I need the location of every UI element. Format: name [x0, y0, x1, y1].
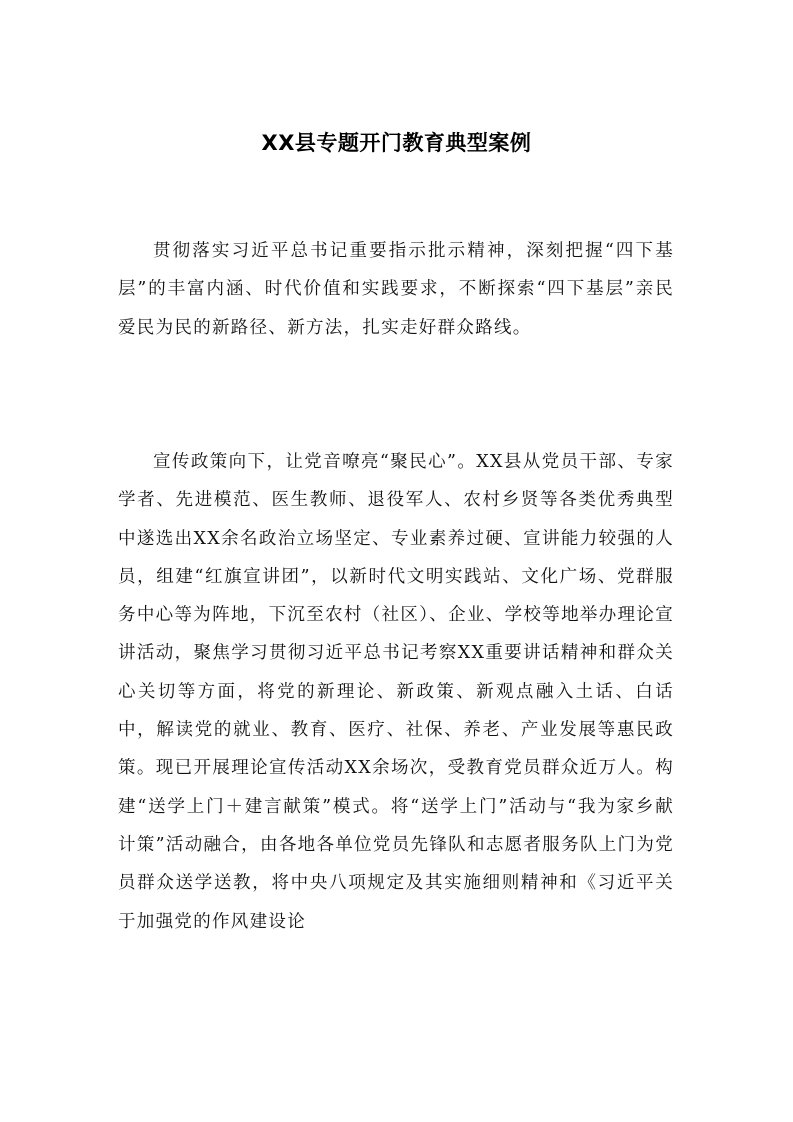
document-title: XX县专题开门教育典型案例: [261, 131, 532, 155]
paragraph-intro: 贯彻落实习近平总书记重要指示批示精神，深刻把握“四下基层”的丰富内涵、时代价值和实践要求，不断探索“四下基层”亲民爱民为民的新路径、新方法，扎实走好群众路线。: [118, 241, 674, 338]
paragraph-policy-promotion: 宣传政策向下，让党音嘹亮“聚民心”。XX县从党员干部、专家学者、先进模范、医生教师、退役军人、农村乡贤等各类优秀典型中遂选出XX余名政治立场坚定、专业素养过硬、宣讲能力较强的人员，组建“红旗宣讲团”，以新时代文明实践站、文化广场、党群服务中心等为阵地，下沉至农村（社区）、企业、学校等地举办理论宣讲活动，聚焦学习贯彻习近平总书记考察XX重要讲话精神和群众关心关切等方面，将党的新理论、新政策、新观点融入土话、白话中，解读党的就业、教育、医疗、社保、养老、产业发展等惠民政策。现已开展理论宣传活动XX余场次，受教育党员群众近万人。构建“送学上门＋建言献策”模式。将“送学上门”活动与“我为家乡献计策”活动融合，由各地各单位党员先锋队和志愿者服务队上门为党员群众送学送教，将中央八项规定及其实施细则精神和《习近平关于加强党的作风建设论: [118, 452, 674, 932]
